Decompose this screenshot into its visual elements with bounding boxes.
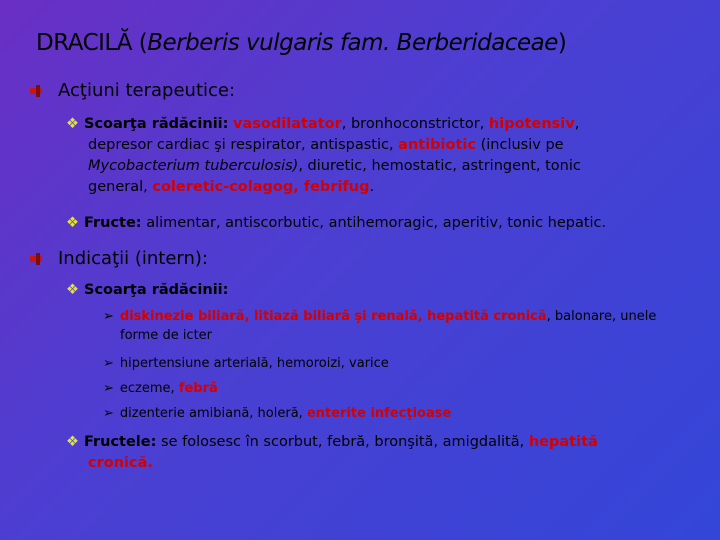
square-bullet-icon [30,253,42,265]
diamond-bullet-icon: ❖ [66,116,79,132]
page-title: DRACILĂ (Berberis vulgaris fam. Berberidaceae) [36,30,567,56]
section-heading: Acţiuni terapeutice: [58,80,236,101]
section-indicatii [30,248,208,269]
diamond-bullet-icon: ❖ [66,282,79,298]
list-item: ➢ eczeme, febră [103,381,218,396]
scoarta-indicatii: ❖ Scoarţa rădăcinii: [66,282,229,298]
section-heading: Indicaţii (intern): [58,248,208,269]
diamond-bullet-icon: ❖ [66,215,79,231]
fructele-indicatii: ❖ Fructele: se folosesc în scorbut, febră, bronşită, amigdalită, hepatită cronică. [66,434,598,471]
list-item: ➢ hipertensiune arterială, hemoroizi, varice [103,356,389,371]
scoarta-actiuni: ❖ Scoarţa rădăcinii: vasodilatator, bronhoconstrictor, hipotensiv, depresor cardiac şi respirator, antispastic, antibiotic (inclusiv pe Mycobacterium tuberculosis), diuretic, hemostatic, astringent, tonic general, coleretic-colagog, febrifug. [66,116,581,195]
arrow-bullet-icon: ➢ [103,381,114,396]
list-item: ➢ diskinezie biliară, litiază biliară şi renală, hepatită cronică, balonare, unele forme de icter [103,309,657,343]
arrow-bullet-icon: ➢ [103,309,114,324]
fructe-actiuni: ❖ Fructe: alimentar, antiscorbutic, antihemoragic, aperitiv, tonic hepatic. [66,215,607,231]
square-bullet-icon [30,85,42,97]
list-item: ➢ dizenterie amibiană, holeră, enterite infecţioase [103,406,452,421]
arrow-bullet-icon: ➢ [103,406,114,421]
diamond-bullet-icon: ❖ [66,434,79,450]
arrow-bullet-icon: ➢ [103,356,114,371]
section-actiuni [30,80,235,101]
